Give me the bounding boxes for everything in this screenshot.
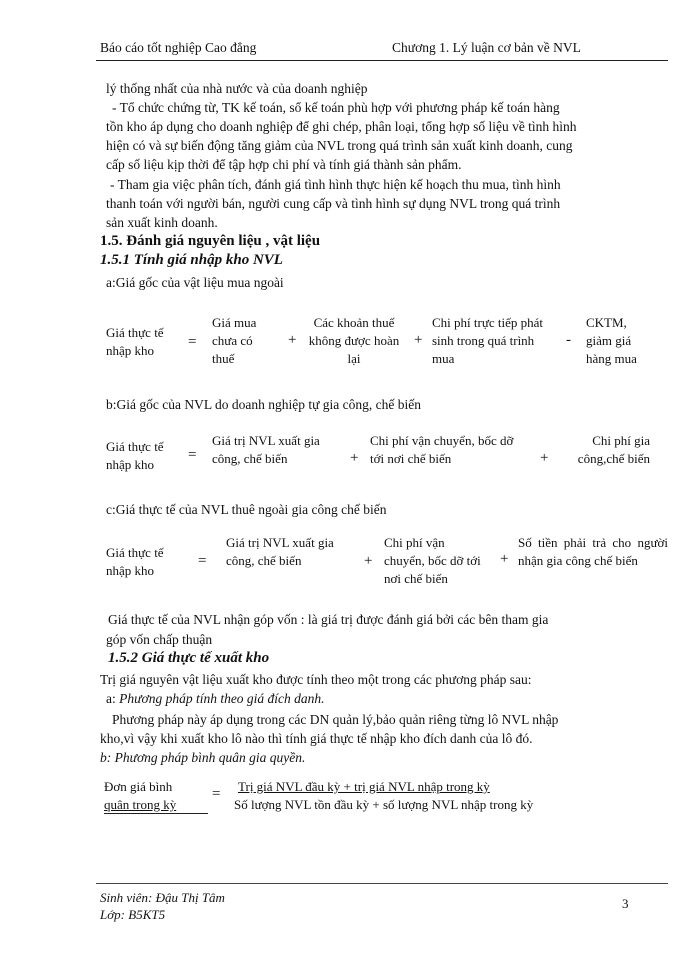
page-number: 3 — [622, 896, 629, 911]
method-a-line — [106, 689, 325, 708]
footer-rule — [96, 883, 668, 884]
formula-a-term-2: Các khoản thuế không được hoàn lại — [308, 315, 400, 366]
formula-a-term-3: Chi phí trực tiếp phát sinh trong quá trình mua — [432, 315, 544, 366]
case-a-label: a:Giá gốc của vật liệu mua ngoài — [106, 275, 284, 290]
case-b-label: b:Giá gốc của NVL do doanh nghiệp tự gia công, chế biến — [106, 397, 421, 412]
avg-formula-denominator: Số lượng NVL tồn đầu kỳ + số lượng NVL nhập trong kỳ — [234, 797, 534, 812]
formula-b-equals: = — [188, 447, 197, 463]
formula-c-term-3: Số tiền phải trả cho người nhận gia công chế biến — [518, 535, 668, 568]
method-a-desc-line-1: Phương pháp này áp dụng trong các DN quản lý,bảo quản riêng từng lô NVL nhập — [112, 712, 559, 727]
body-line-1: lý thống nhất của nhà nước và của doanh nghiệp — [106, 81, 368, 96]
method-a-prefix: a: — [106, 691, 120, 706]
formula-b-lhs: Giá thực tế nhập kho — [106, 439, 164, 472]
formula-b-plus-2: + — [540, 450, 549, 466]
avg-formula-equals: = — [212, 786, 221, 802]
formula-a-equals: = — [188, 334, 197, 350]
avg-formula-lhs-line-2: quân trong kỳ — [104, 797, 177, 812]
formula-c-plus-2: + — [500, 551, 509, 567]
formula-c-term-1: Giá trị NVL xuất gia công, chế biến — [226, 535, 334, 568]
subsection-heading-1-5-1: 1.5.1 Tính giá nhập kho NVL — [100, 252, 283, 268]
formula-b-plus-1: + — [350, 450, 359, 466]
formula-c-plus-1: + — [364, 553, 373, 569]
formula-a-term-4: CKTM, giảm giá hàng mua — [586, 315, 637, 366]
body-line-4: hiện có và sự biến động tăng giảm của NVL trong quá trình sản xuất kinh doanh, cung — [106, 138, 573, 153]
case-c-label: c:Giá thực tế của NVL thuê ngoài gia công chế biến — [106, 502, 387, 517]
formula-a-lhs: Giá thực tế nhập kho — [106, 325, 164, 358]
section-heading-1-5: 1.5. Đánh giá nguyên liệu , vật liệu — [100, 233, 321, 249]
formula-b-term-1: Giá trị NVL xuất gia công, chế biến — [212, 433, 320, 466]
contribution-line-2: góp vốn chấp thuận — [106, 632, 213, 647]
formula-a-term-1: Giá mua chưa có thuế — [212, 315, 257, 366]
header-left: Báo cáo tốt nghiệp Cao đẳng — [100, 40, 257, 55]
method-b-title: b: Phương pháp bình quân gia quyền. — [100, 750, 306, 765]
body-line-6: - Tham gia việc phân tích, đánh giá tình hình thực hiện kế hoạch thu mua, tình hình — [110, 177, 561, 192]
formula-c-lhs: Giá thực tế nhập kho — [106, 545, 164, 578]
formula-c-equals: = — [198, 553, 207, 569]
body-line-2: - Tổ chức chứng từ, TK kế toán, sổ kế toán phù hợp với phương pháp kế toán hàng — [112, 100, 560, 115]
formula-c-term-2: Chi phí vận chuyển, bốc dỡ tới nơi chế biến — [384, 535, 481, 586]
footer-student: Sinh viên: Đậu Thị Tâm — [100, 890, 225, 905]
subsection-heading-1-5-2: 1.5.2 Giá thực tế xuất kho — [108, 650, 270, 666]
avg-formula-numerator: Trị giá NVL đầu kỳ + trị giá NVL nhập trong kỳ — [238, 779, 490, 794]
header-rule — [96, 60, 668, 61]
body-line-3: tồn kho áp dụng cho doanh nghiệp để ghi chép, phân loại, tổng hợp số liệu về tình hình — [106, 119, 577, 134]
method-a-desc-line-2: kho,vì vậy khi xuất kho lô nào thì tính giá thực tế nhập kho đích danh của lô đó. — [100, 731, 533, 746]
formula-a-plus-2: + — [414, 332, 423, 348]
body-line-8: sản xuất kinh doanh. — [106, 215, 218, 230]
formula-a-plus-1: + — [288, 332, 297, 348]
export-intro: Trị giá nguyên vật liệu xuất kho được tính theo một trong các phương pháp sau: — [100, 672, 532, 687]
formula-a-minus: - — [566, 332, 571, 348]
formula-b-term-3: Chi phí gia công,chế biến — [577, 433, 650, 466]
avg-formula-lhs-underline — [104, 813, 208, 814]
body-line-7: thanh toán với người bán, người cung cấp và tình hình sự dụng NVL trong quá trình — [106, 196, 561, 211]
body-line-5: cấp số liệu kịp thời để tập hợp chi phí và tính giá thành sản phẩm. — [106, 157, 462, 172]
avg-formula-lhs-line-1: Đơn giá bình — [104, 779, 173, 794]
formula-b-term-2: Chi phí vận chuyển, bốc dỡ tới nơi chế biến — [370, 433, 514, 466]
footer-class: Lớp: B5KT5 — [100, 907, 166, 922]
header-right: Chương 1. Lý luận cơ bản về NVL — [392, 40, 581, 55]
contribution-line-1: Giá thực tế của NVL nhận góp vốn : là giá trị được đánh giá bởi các bên tham gia — [108, 612, 549, 627]
method-a-title: Phương pháp tính theo giá đích danh. — [119, 691, 325, 706]
